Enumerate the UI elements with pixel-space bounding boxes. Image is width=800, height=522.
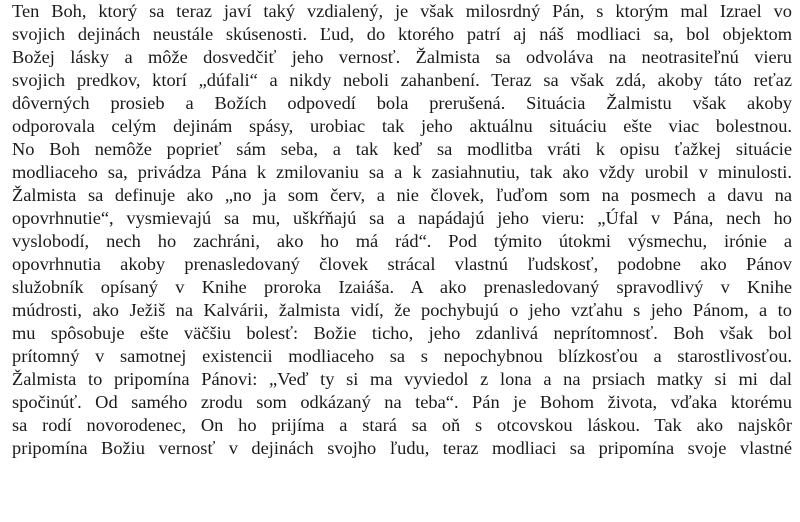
text-line: Božej lásky a môže dosvedčiť jeho vernosť. Žalmista sa odvoláva na neotrasiteľnú vieru bbox=[12, 47, 792, 67]
text-line: mu spôsobuje ešte väčšiu bolesť: Božie ticho, jeho zdanlivá neprítomnosť. Boh však bol bbox=[12, 323, 792, 343]
text-line: pripomína Božiu vernosť v dejinách svojho ľudu, teraz modliaci sa pripomína svoje vlastné bbox=[12, 438, 792, 458]
text-line: Žalmista to pripomína Pánovi: „Veď ty si ma vyviedol z lona a na prsiach matky si mi dal bbox=[12, 369, 792, 389]
text-line: služobník opísaný v Knihe proroka Izaiáša. A ako prenasledovaný spravodlivý v Knihe bbox=[12, 277, 792, 297]
text-line: vyslobodí, nech ho zachráni, ako ho má rád“. Pod týmito útokmi výsmechu, irónie a bbox=[12, 231, 792, 251]
text-line: spočinúť. Od samého zrodu som odkázaný na teba“. Pán je Bohom života, vďaka ktorému bbox=[12, 392, 792, 412]
text-line: svojich predkov, ktorí „dúfali“ a nikdy neboli zahanbení. Teraz sa však zdá, akoby táto reťaz bbox=[12, 70, 792, 90]
text-line: Žalmista sa definuje ako „no ja som červ, a nie človek, ľuďom som na posmech a davu na bbox=[12, 185, 792, 205]
text-line: múdrosti, ako Ježiš na Kalvárii, žalmista vidí, že pochybujú o jeho vzťahu s jeho Pánom, a to bbox=[12, 300, 792, 320]
text-line: svojich dejinách neustále skúsenosti. Ľud, do ktorého patrí aj náš modliaci sa, bol objektom bbox=[12, 24, 792, 44]
text-line: No Boh nemôže poprieť sám seba, a tak keď sa modlitba vráti k opisu ťažkej situácie bbox=[12, 139, 792, 159]
text-line: Ten Boh, ktorý sa teraz javí taký vzdialený, je však milosrdný Pán, s ktorým mal Izrael vo bbox=[12, 1, 792, 21]
text-line: dôverných prosieb a Božích odpovedí bola prerušená. Situácia Žalmistu však akoby bbox=[12, 93, 792, 113]
text-line: opovrhnutie“, vysmievajú sa mu, uškŕňajú sa a napádajú jeho vieru: „Úfal v Pána, nech ho bbox=[12, 208, 792, 228]
text-line: odporovala celým dejinám spásy, urobiac tak jeho aktuálnu situáciu ešte viac bolestnou. bbox=[12, 116, 792, 136]
body-text bbox=[12, 0, 792, 460]
text-line: prítomný v samotnej existencii modliaceho sa s nepochybnou blízkosťou a starostlivosťou. bbox=[12, 346, 792, 366]
text-line: sa rodí novorodenec, On ho prijíma a stará sa oň s otcovskou láskou. Tak ako najskôr bbox=[12, 415, 792, 435]
text-line: modliaceho sa, privádza Pána k zmilovaniu sa a k zasiahnutiu, tak ako vždy urobil v minulosti. bbox=[12, 162, 792, 182]
text-line: opovrhnutia akoby prenasledovaný človek strácal vlastnú ľudskosť, podobne ako Pánov bbox=[12, 254, 792, 274]
